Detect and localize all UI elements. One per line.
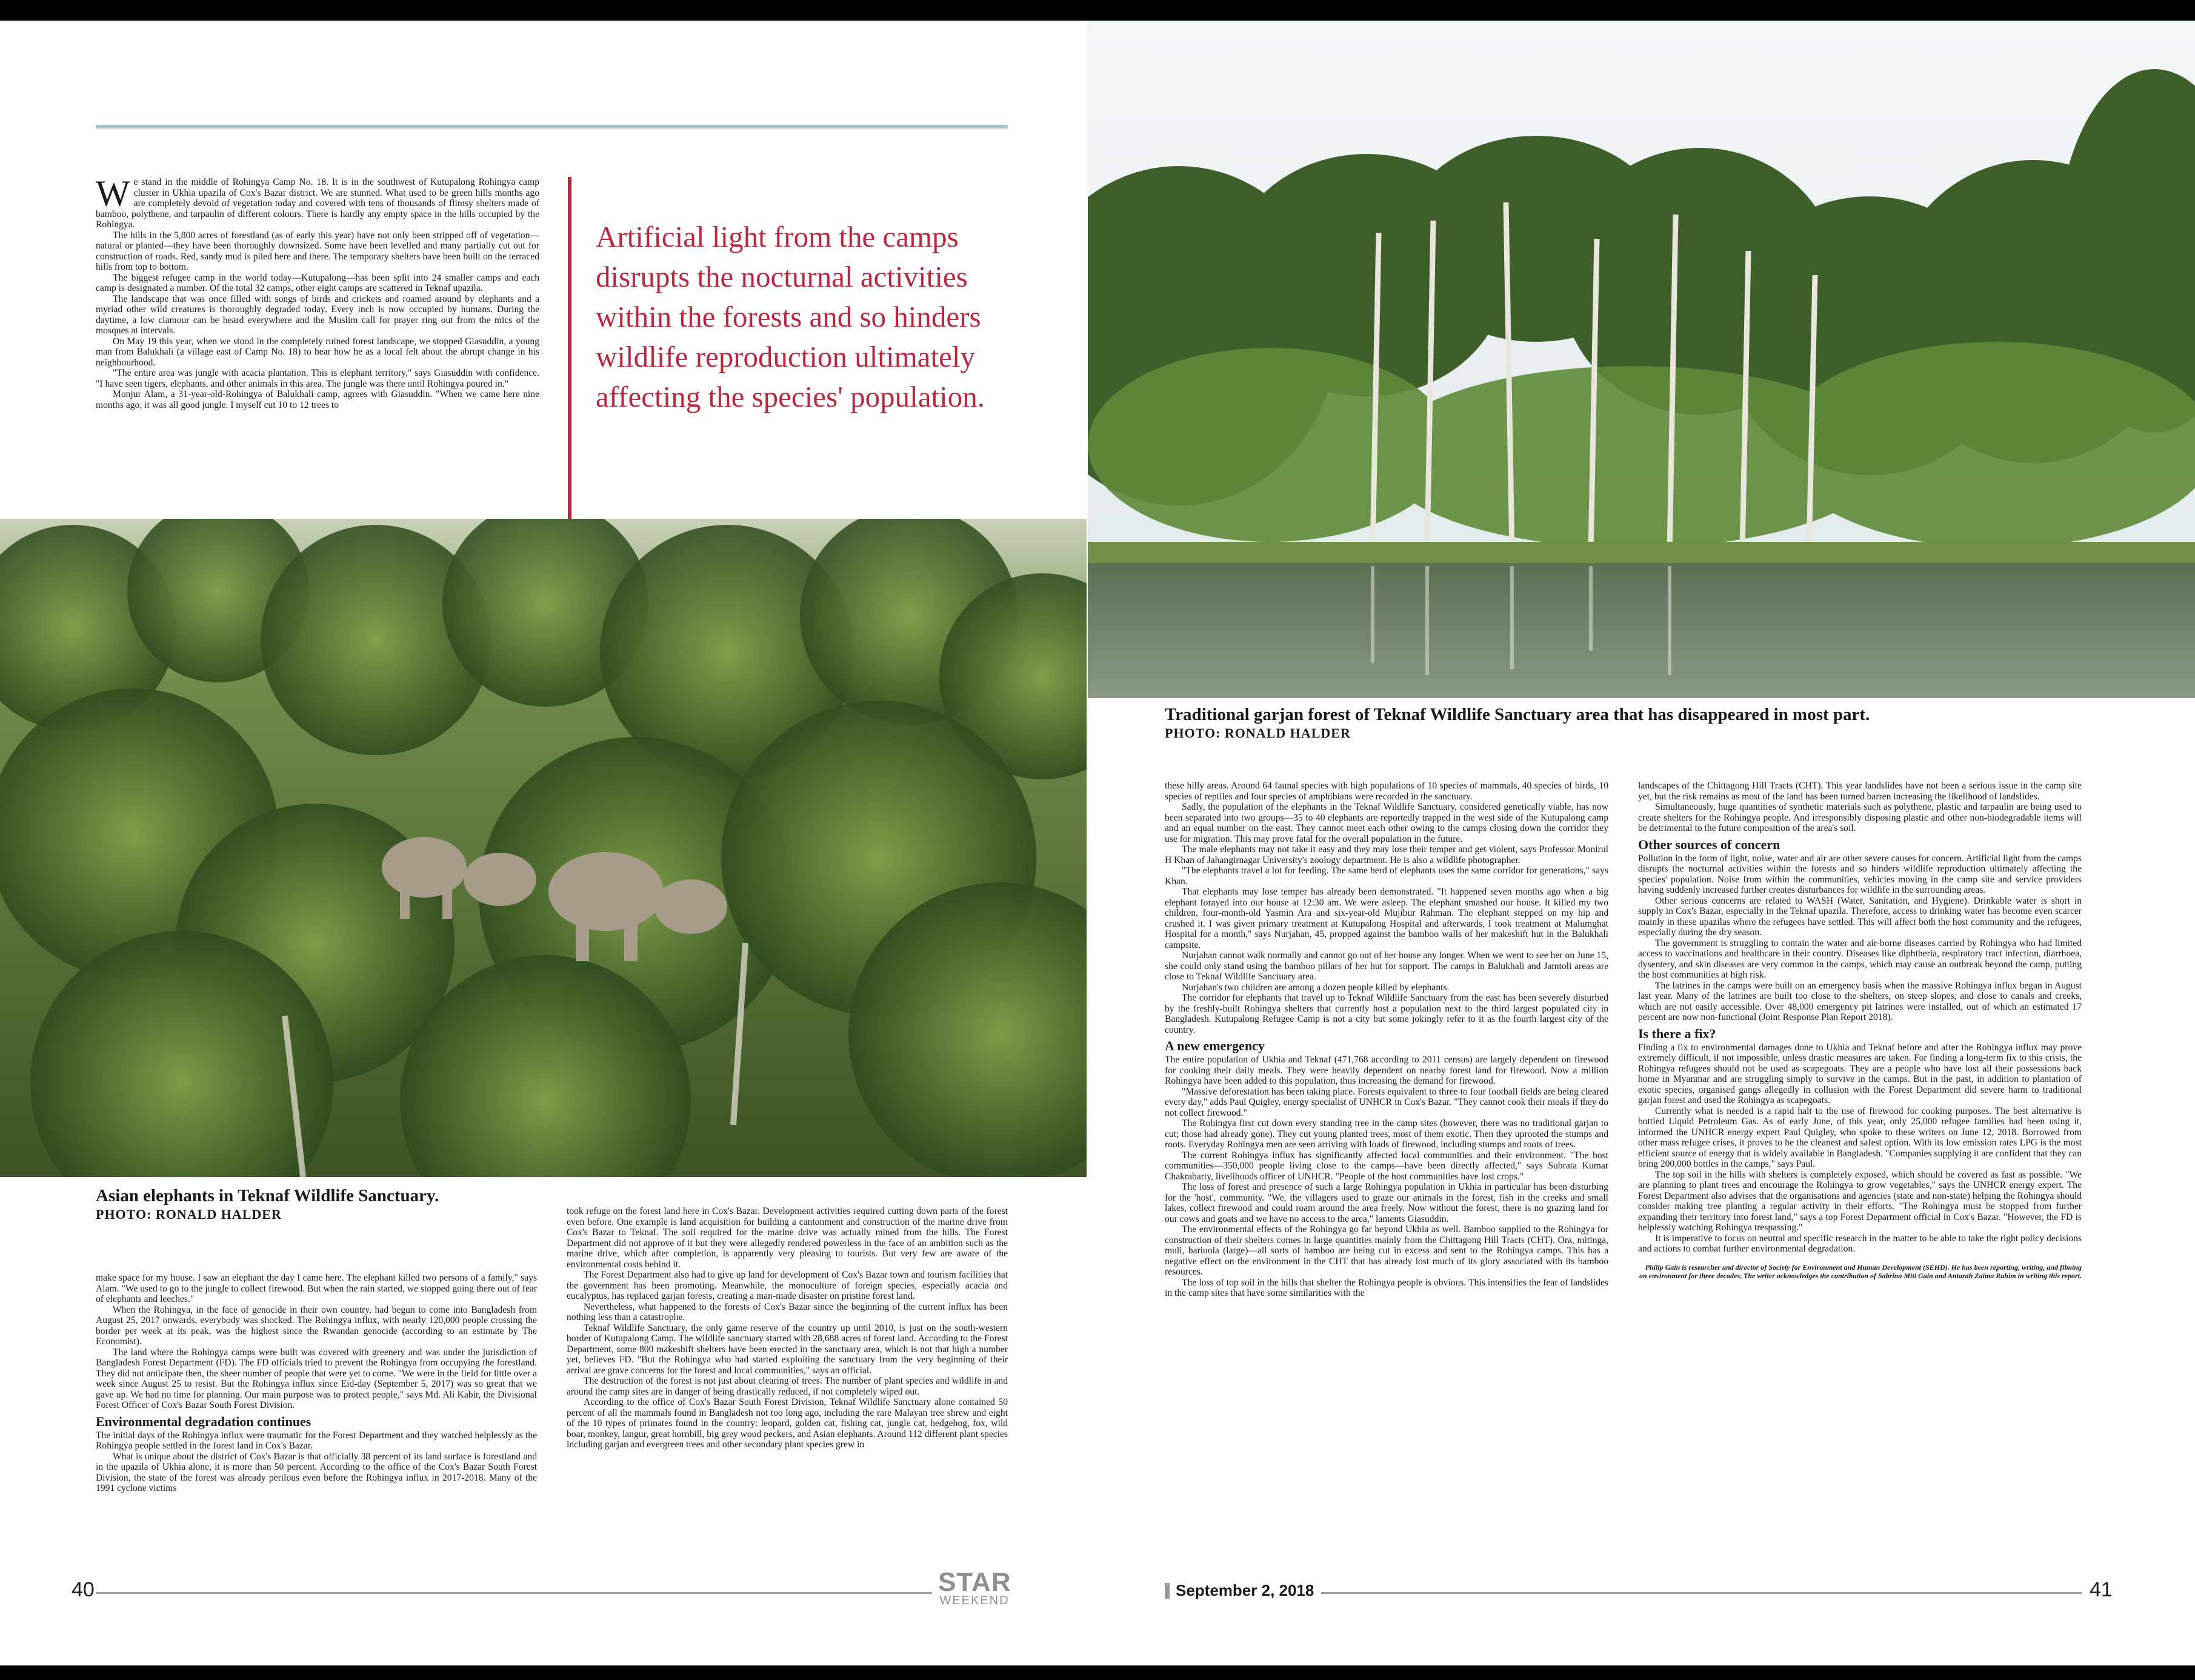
intro-paragraph: "The entire area was jungle with acacia plantation. This is elephant territory," says Giasuddin with confidence. "I have seen tigers, elephants, and other animals in this area. The jungle was there until Rohingya poured in." (96, 368, 539, 389)
left-photo-caption (96, 1185, 556, 1223)
column-2 (567, 1206, 1008, 1450)
body-paragraph: The government is struggling to contain the water and air-borne diseases carried by Rohingya who had limited access to vaccinations and healthcare in their country. Diseases like diphtheria, respiratory tract infection, diarrhoea, dysentery, and skin diseases are very common in the camps, which may cause an outbreak beyond the camp, putting the host communities at high risk. (1638, 938, 2082, 980)
magazine-spread (0, 21, 2195, 1665)
body-paragraph: The loss of forest and presence of such a large Rohingya population in Ukhia in particular has been disturbing for the 'host', community. "We, the villagers used to graze our animals in the forest, fish in the creeks and small lakes, collect firewood and could roam around the area freely. Now without the forest, there is no grazing land for our cows and goats and we have no access to the area," laments Giasuddin. (1165, 1182, 1608, 1224)
intro-paragraph: The biggest refugee camp in the world today—Kutupalong—has been split into 24 smaller camps and each camp is designated a number. Of the total 32 camps, other eight camps are scattered in Teknaf upazila. (96, 272, 539, 293)
intro-column (96, 173, 539, 410)
right-page-number: 41 (2090, 1578, 2113, 1601)
body-paragraph: Finding a fix to environmental damages done to Ukhia and Teknaf before and after the Rohingya influx may prove extremely difficult, if not impossible, unless drastic measures are taken. For finding a long-term fix to this crisis, the Rohingya refugees should not be used as scapegoats. They are a people who have lost all their possessions back home in Myanmar and are struggling simply to survive in the camps. But in the past, in addition to plantation of exotic species, organised gangs allegedly in collusion with the Forest Department did severe harm to traditional garjan forest and used the Rohingya as scapegoats. (1638, 1042, 2082, 1105)
section-heading: Environmental degradation continues (96, 1413, 311, 1429)
intro-paragraph: The hills in the 5,800 acres of forestland (as of early this year) have not only been stripped off of vegetation—natural or planted—they have been thoroughly downsized. Some have been levelled and many partially cut out for construction of roads. Red, sandy mud is piled here and there. The temporary shelters have been built on the terraced hills from top to bottom. (96, 230, 539, 272)
left-page-number: 40 (72, 1578, 95, 1601)
caption-title: Traditional garjan forest of Teknaf Wildlife Sanctuary area that has disappeared in most part. (1165, 705, 1870, 724)
body-paragraph: The Forest Department also had to give up land for development of Cox's Bazar town and tourism facilities that the government has been promoting. Meanwhile, the monoculture of foreign species, especially acacia and eucalyptus, has replaced garjan forests, creating a man-made disaster on pristine forest land. (567, 1270, 1008, 1301)
body-paragraph: took refuge on the forest land here in Cox's Bazar. Development activities required cutting down parts of the forest even before. One example is land acquisition for building a cantonment and construction of the marine drive from Cox's Bazar to Teknaf. The soil required for the marine drive was actually mined from the hills. The Forest Department did not approve of it but they were allegedly rendered powerless in the face of an ambition such as the marine drive, which after completion, is apparently very pleasing to tourists. But very few are aware of the environmental costs behind it. (567, 1206, 1008, 1270)
issue-date: September 2, 2018 (1176, 1581, 1314, 1599)
body-paragraph: The latrines in the camps were built on an emergency basis when the massive Rohingya influx began in August last year. Many of the latrines are built too close to the shelters, on steep slopes, and close to canals and creeks, which are not easily accessible. Over 48,000 emergency pit latrines were installed, out of which an estimated 17 percent are now non-functional (Joint Response Plan Report 2018). (1638, 980, 2082, 1022)
body-paragraph: Nevertheless, what happened to the forests of Cox's Bazar since the beginning of the current influx has been nothing less than a catastrophe. (567, 1301, 1008, 1322)
body-paragraph: The land where the Rohingya camps were built was covered with greenery and was under the jurisdiction of Bangladesh Forest Department (FD). The FD officials tried to prevent the Rohingya from occupying the forestland. They did not anticipate then, the sheer number of people that were yet to come. "We were in the field for little over a week since August 25 to resist. But the Rohingya influx since Eid-day (September 5, 2017) was so great that we gave up. We had no time for planning. Our main purpose was to protect people," says Md. Ali Kabir, the Divisional Forest Officer of Cox's Bazar South Forest Division. (96, 1347, 537, 1410)
body-paragraph: The loss of top soil in the hills that shelter the Rohingya people is obvious. This intensifies the fear of landslides in the camp sites that have some similarities with the (1165, 1277, 1608, 1298)
intro-paragraph-1: We stand in the middle of Rohingya Camp No. 18. It is in the southwest of Kutupalong Rohingya camp cluster in Ukhia upazila of Cox's Bazar district. We are stunned. What used to be green hills months ago are completely devoid of vegetation today and covered with tens of thousands of flimsy shelters made of bamboo, polythene, and tarpaulin of different colours. There is hardly any empty space in the hills occupied by the Rohingya. (96, 173, 539, 230)
section-heading: Other sources of concern (1638, 836, 1780, 852)
body-paragraph: That elephants may lose temper has already been demonstrated. "It happened seven months ago when a big elephant forayed into our house at 12:30 am. We were asleep. The elephant smashed our house. It killed my two children, four-month-old Yasmin Ara and six-year-old Mujibur Rahman. The elephant stepped on my hip and crushed it. I was given primary treatment at Kutupalong Hospital and afterwards, I took treatment at Malumghat Hospital for a month," says Nurjahan, 45, propped against the bamboo walls of her makeshift hut in the Balukhali campsite. (1165, 887, 1608, 950)
body-paragraph: The entire population of Ukhia and Teknaf (471,768 according to 2011 census) are largely dependent on firewood for cooking their daily meals. They were heavily dependent on nearby forest land for firewood. Now a million Rohingya have been added to this population, thus increasing the demand for firewood. (1165, 1055, 1608, 1086)
body-paragraph: landscapes of the Chittagong Hill Tracts (CHT). This year landslides have not been a serious issue in the camp site yet, but the risk remains as most of the land has been turned barren increasing the likelihood of landslides. (1638, 781, 2082, 802)
body-paragraph: The current Rohingya influx has significantly affected local communities and their environment. "The host communities—350,000 people living close to the camps—have been directly affected," says Subrata Kumar Chakrabarty, livelihoods officer of UNHCR. "People of the host communities have lost crops." (1165, 1150, 1608, 1182)
garjan-forest-photo (1088, 21, 2195, 698)
body-paragraph: Nurjahan cannot walk normally and cannot go out of her house any longer. When we went to see her on June 15, she could only stand using the bamboo pillars of her hut for support. The camps in Balukhali and Jamtoli areas are close to Teknaf Wildlife Sanctuary area. (1165, 950, 1608, 982)
body-paragraph: make space for my house. I saw an elephant the day I came here. The elephant killed two persons of a family," says Alam. "We used to go to the jungle to collect firewood. But when the rain started, we stopped going there out of fear of elephants and leeches." (96, 1273, 537, 1304)
body-paragraph: "The elephants travel a lot for feeding. The same herd of elephants uses the same corridor for generations," says Khan. (1165, 865, 1608, 887)
body-paragraph: What is unique about the district of Cox's Bazar is that officially 38 percent of its land surface is forestland and in the upazila of Ukhia alone, it is more than 50 percent. According to the office of the Cox's Bazar South Forest Division, the state of the forest was already perilous even before the Rohingya influx in 2017-2018. Many of the 1991 cyclone victims (96, 1451, 537, 1493)
column-4 (1638, 781, 2082, 1280)
body-paragraph: The top soil in the hills with shelters is completely exposed, which should be covered as fast as possible. "We are planning to plant trees and encourage the Rohingya to grow vegetables," says the UNHCR energy expert. The Forest Department also advises that the organisations and agencies (state and non-state) helping the Rohingya should consider making tree planting a regular activity in their efforts. "The Rohingya must be stopped from further expanding their territory into forest land," says a top Forest Department official in Cox's Bazar. "However, the FD is helplessly watching Rohingya trespassing." (1638, 1169, 2082, 1233)
pull-quote-bar (568, 177, 571, 532)
body-paragraph: Teknaf Wildlife Sanctuary, the only game reserve of the country up until 2010, is just on the south-western border of Kutupalong Camp. The wildlife sanctuary started with 28,688 acres of forest land. According to the Forest Department, some 800 makeshift shelters have been erected in the sanctuary area, which is not that high a number yet, believes FD. "But the Rohingya who had started exploiting the sanctuary from the very beginning of their arrival are grave concerns for the forest and local communities," says an official. (567, 1322, 1008, 1376)
caption-title: Asian elephants in Teknaf Wildlife Sanctuary. (96, 1186, 439, 1205)
body-paragraph: Currently what is needed is a rapid halt to the use of firewood for cooking purposes. The best alternative is bottled Liquid Petroleum Gas. As of early June, of this year, only 25,000 refugee families had been using it, informed the UNHCR energy expert Paul Quigley, who spoke to these writers on June 12, 2018. Borrowed from other mass refugee crises, it proves to be the cleanest and safest option. With its low emission rates LPG is the most efficient source of energy that is widely available in Bangladesh. "Companies supplying it are confident that they can bring 200,000 bottles in the camps," says Paul. (1638, 1105, 2082, 1169)
body-paragraph: Pollution in the form of light, noise, water and air are other severe causes for concern. Artificial light from the camps disrupts the nocturnal activities within the forests and so hinders wildlife reproduction ultimately affecting the species' population. Noise from within the communities, vehicles moving in the camp site and service providers having suddenly increased further creates disturbances for wildlife in the surrounding areas. (1638, 853, 2082, 895)
right-footer-rule (1321, 1592, 2082, 1594)
date-marker (1165, 1583, 1170, 1599)
pull-quote: Artificial light from the camps disrupts the nocturnal activities within the forests and so hinders wildlife reproduction ultimately affecting the species' population. (596, 220, 985, 413)
intro-paragraph: The landscape that was once filled with songs of birds and crickets and roamed around by elephants and a myriad other wild creatures is thoroughly degraded today. Every inch is now occupied by humans. During the daytime, a low clamour can be heard everywhere and the Muslim call for prayer ring out from the mics of the mosques at intervals. (96, 293, 539, 336)
column-1 (96, 1273, 537, 1494)
body-paragraph: Other serious concerns are related to WASH (Water, Sanitation, and Hygiene). Drinkable water is short in supply in Cox's Bazar, especially in the Teknaf upazila. Therefore, access to drinking water has become even scarcer mainly in these upazilas where the refugees have settled. This will affect both the host community and the refugees, especially during the dry season. (1638, 895, 2082, 938)
intro-paragraph: On May 19 this year, when we stood in the completely ruined forest landscape, we stopped Giasuddin, a young man from Balukhali (a village east of Camp No. 18) to hear how he as a local felt about the abrupt change in his neighbourhood. (96, 336, 539, 368)
body-paragraph: these hilly areas. Around 64 faunal species with high populations of 10 species of mammals, 40 species of birds, 10 species of reptiles and four species of amphibians were recorded in the sanctuary. (1165, 781, 1608, 802)
elephants-photo (0, 519, 1087, 1177)
section-heading: A new emergency (1165, 1038, 1265, 1053)
caption-credit: PHOTO: RONALD HALDER (96, 1207, 282, 1222)
caption-credit: PHOTO: RONALD HALDER (1165, 725, 1351, 741)
body-paragraph: Sadly, the population of the elephants in the Teknaf Wildlife Sanctuary, considered genetically viable, has now been separated into two groups—35 to 40 elephants are reportedly trapped in the west side of the Kutupalong camp and an equal number on the east. They cannot meet each other owing to the camps closing down the corridor they use for migration. This may prove fatal for the overall population in the future. (1165, 802, 1608, 844)
body-paragraph: When the Rohingya, in the face of genocide in their own country, had begun to come into Bangladesh from August 25, 2017 onwards, everybody was shocked. The Rohingya influx, with nearly 120,000 people crossing the border per week at its peak, was the highest since the Rwandan genocide (according to an estimate by The Economist). (96, 1304, 537, 1347)
body-paragraph: The corridor for elephants that travel up to Teknaf Wildlife Sanctuary from the east has been severely disturbed by the freshly-built Rohingya shelters that currently host a population next to the third largest populated city in Bangladesh. Kutupalong Refugee Camp is not a city but some jokingly refer to it as the fourth largest city of the country. (1165, 993, 1608, 1035)
body-paragraph: "Massive deforestation has been taking place. Forests equivalent to three to four football fields are being cleared every day," adds Paul Quigley, energy specialist of UNHCR in Cox's Bazar. "They cannot cook their meals if they do not collect firewood." (1165, 1086, 1608, 1118)
top-rule (96, 125, 1008, 128)
body-paragraph: It is imperative to focus on neutral and specific research in the matter to be able to take the right policy decisions and actions to combat further environmental degradation. (1638, 1233, 2082, 1254)
body-paragraph: Simultaneously, huge quantities of synthetic materials such as polythene, plastic and tarpaulin are being used to create shelters for the Rohingya people. And irresponsibly disposing plastic and other non-biodegradable items will be detrimental to the future composition of the area's soil. (1638, 802, 2082, 833)
section-heading: Is there a fix? (1638, 1025, 1716, 1041)
body-paragraph: According to the office of Cox's Bazar South Forest Division, Teknaf Wildlife Sanctuary alone contained 50 percent of all the mammals found in Bangladesh not too long ago, including the rare Malayan tree shrew and eight of the 10 types of primates found in the country: leopard, golden cat, fishing cat, jungle cat, hedgehog, fox, wild boar, monkey, langur, great hornbill, big grey wood peckers, and Asian elephants. Around 112 different plant species including garjan and evergreen trees and other secondary plant species grew in (567, 1397, 1008, 1450)
body-paragraph: The environmental effects of the Rohingya go far beyond Ukhia as well. Bamboo supplied to the Rohingya for construction of their shelters comes in large quantities mainly from the Chittagong Hill Tracts (CHT). Ora, mitinga, muli, bariuola (large)—all sorts of bamboo are being cut in excess and sent to the Rohingya camps. This has a negative effect on the environment in the CHT that has already lost much of its glory associated with its bamboo resources. (1165, 1224, 1608, 1277)
author-credit: Philip Gain is researcher and director of Society for Environment and Human Development (SEHD). He has been reporting, writing, and filming on environment for three decades. The writer acknowledges the contribution of Sabrina Miti Gain and Antarah Zaima Rahim in writing this report. (1639, 1262, 2082, 1280)
left-footer-rule (96, 1592, 932, 1594)
star-weekend-logo: STAR WEEKEND (938, 1567, 1011, 1607)
intro-paragraph: Monjur Alam, a 31-year-old-Rohingya of Balukhali camp, agrees with Giasuddin. "When we came here nine months ago, it was all good jungle. I myself cut 10 to 12 trees to (96, 389, 539, 410)
body-paragraph: The male elephants may not take it easy and they may lose their temper and get violent, says Professor Monirul H Khan of Jahangirnagar University's zoology department. He is also a wildlife photographer. (1165, 844, 1608, 865)
body-paragraph: The Rohingya first cut down every standing tree in the camp sites (however, there was no traditional garjan to cut; those had already gone). They cut young planted trees, most of them exotic. Then they uprooted the stumps and roots. Everyday Rohingya men are seen arriving with loads of firewood, including stumps and roots of trees. (1165, 1118, 1608, 1150)
dropcap: W (96, 173, 130, 213)
body-paragraph: The destruction of the forest is not just about clearing of trees. The number of plant species and wildlife in and around the camp sites are in danger of being drastically reduced, if not completely wiped out. (567, 1376, 1008, 1397)
right-photo-caption (1165, 704, 2110, 742)
body-paragraph: Nurjahan's two children are among a dozen people killed by elephants. (1182, 982, 1450, 993)
column-3 (1165, 781, 1608, 1299)
body-paragraph: The initial days of the Rohingya influx were traumatic for the Forest Department and they watched helplessly as the Rohingya people settled in the forest land in Cox's Bazar. (96, 1430, 537, 1451)
